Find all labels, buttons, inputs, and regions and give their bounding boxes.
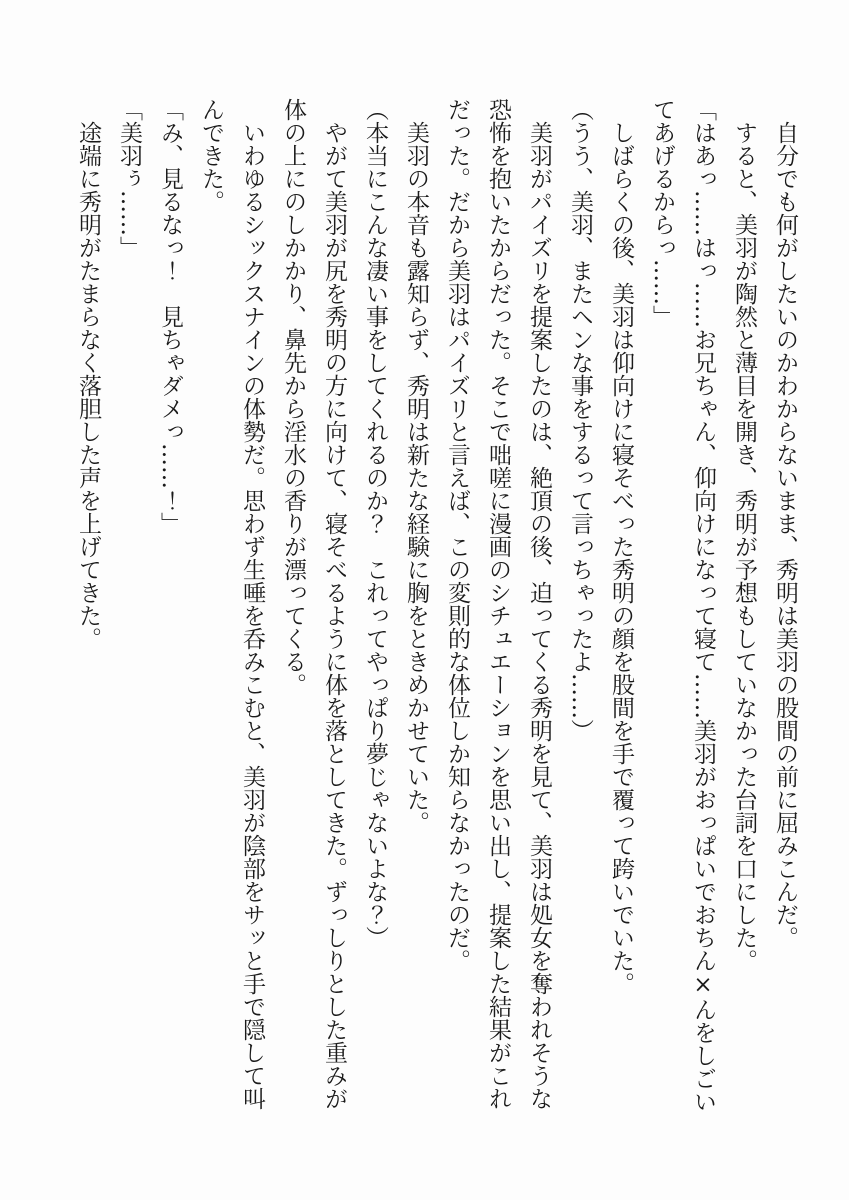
paragraph [723, 98, 764, 1114]
paragraph [190, 98, 272, 1114]
text-line: だった。だから美羽はパイズリと言えば、この変則的な体位しか知らなかったのだ。 [444, 98, 470, 972]
paragraph [559, 98, 600, 1114]
paragraph [641, 98, 723, 1114]
paragraph [272, 98, 354, 1114]
paragraph [764, 98, 805, 1114]
text-line: 美羽がパイズリを提案したのは、絶頂の後、迫ってくる秀明を見て、美羽は処女を奪われそうな [526, 121, 552, 1110]
paragraph [600, 98, 641, 1114]
text-line: 美羽の本音も露知らず、秀明は新たな経験に胸をときめかせていた。 [403, 121, 429, 834]
text-line: 「み、見るなっ！ 見ちゃダメっ……！」 [157, 98, 183, 535]
text-line: んできた。 [198, 98, 224, 213]
paragraph [395, 98, 436, 1114]
text-line: （うう、美羽、またヘンな事をするって言っちゃったよ……） [567, 98, 593, 742]
text-line: 自分でも何がしたいのかわからないまま、秀明は美羽の股間の前に屈みこんだ。 [772, 121, 798, 949]
text-line: やがて美羽が尻を秀明の方に向けて、寝そべるように体を落としてきた。ずっしりとした重みが [321, 121, 347, 1110]
text-line: すると、美羽が陶然と薄目を開き、秀明が予想もしていなかった台詞を口にした。 [731, 121, 757, 972]
text-line: （本当にこんな凄い事をしてくれるのか？ これってやっぱり夢じゃないよな？） [362, 98, 388, 949]
text-line: 「はあっ……はっ……お兄ちゃん、仰向けになって寝て……美羽がおっぱいでおちん×んをしごい [690, 98, 716, 1113]
text-line: 途端に秀明がたまらなく落胆した声を上げてきた。 [75, 121, 101, 650]
vertical-text-block [67, 98, 805, 1114]
paragraph [354, 98, 395, 1114]
paragraph [436, 98, 559, 1114]
text-line: 体の上にのしかかり、鼻先から淫水の香りが漂ってくる。 [280, 98, 306, 696]
paragraph [149, 98, 190, 1114]
paragraph [108, 98, 149, 1114]
text-line: 恐怖を抱いたからだった。そこで咄嗟に漫画のシチュエーションを思い出し、提案した結果がこれ [485, 98, 511, 1110]
paragraph [67, 98, 108, 1114]
text-line: てあげるからっ……」 [649, 98, 675, 328]
text-line: しばらくの後、美羽は仰向けに寝そべった秀明の顔を股間を手で覆って跨いでいた。 [608, 121, 634, 995]
text-line: いわゆるシックスナインの体勢だ。思わず生唾を呑みこむと、美羽が陰部をサッと手で隠して叫 [239, 121, 265, 1110]
text-line: 「美羽ぅ……」 [116, 98, 142, 259]
